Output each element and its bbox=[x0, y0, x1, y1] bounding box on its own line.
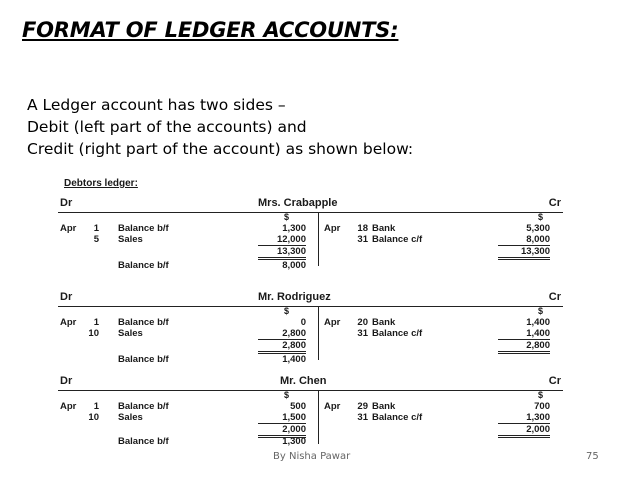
t-account-top-rule bbox=[58, 212, 563, 213]
carry-particulars: Balance b/f bbox=[118, 436, 169, 447]
entry-day: 20 bbox=[357, 317, 368, 328]
entry-amount: 5,300 bbox=[526, 223, 550, 234]
credit-side-label: Cr bbox=[548, 375, 561, 387]
entry-amount: 1,400 bbox=[498, 328, 550, 340]
entry-particulars: Sales bbox=[118, 328, 143, 339]
debit-side-label: Dr bbox=[60, 375, 73, 387]
entry-particulars: Bank bbox=[372, 317, 396, 328]
intro-line-3: Credit (right part of the account) as shown below: bbox=[27, 140, 414, 158]
debit-total: 13,300 bbox=[258, 246, 306, 260]
page-number: 75 bbox=[586, 451, 599, 462]
entry-day: 10 bbox=[88, 328, 99, 339]
credit-currency: $ bbox=[538, 212, 544, 222]
intro-text bbox=[27, 94, 413, 160]
carry-amount: 8,000 bbox=[282, 260, 306, 271]
entry-amount: 700 bbox=[534, 401, 550, 412]
entry-month: Apr bbox=[324, 223, 341, 234]
ledger-row bbox=[58, 223, 563, 234]
ledger-account bbox=[58, 286, 563, 380]
ledger-total-row bbox=[58, 424, 563, 435]
ledger-total-row bbox=[58, 246, 563, 257]
debit-total: 2,000 bbox=[258, 424, 306, 438]
entry-day: 1 bbox=[93, 401, 99, 412]
account-name: Mr. Rodriguez bbox=[258, 291, 331, 303]
entry-particulars: Balance b/f bbox=[118, 223, 169, 234]
credit-total: 2,000 bbox=[498, 424, 550, 438]
intro-line-1: A Ledger account has two sides – bbox=[27, 96, 286, 114]
credit-currency: $ bbox=[538, 306, 544, 316]
debit-currency: $ bbox=[284, 306, 290, 316]
entry-particulars: Balance b/f bbox=[118, 401, 169, 412]
entry-amount: 1,400 bbox=[526, 317, 550, 328]
ledger-account bbox=[58, 192, 563, 286]
credit-currency: $ bbox=[538, 390, 544, 400]
entry-amount: 1,300 bbox=[498, 412, 550, 424]
carry-particulars: Balance b/f bbox=[118, 354, 169, 365]
carry-amount: 1,400 bbox=[282, 354, 306, 365]
ledger-carry-row bbox=[58, 354, 563, 365]
entry-day: 10 bbox=[88, 412, 99, 423]
credit-side-label: Cr bbox=[548, 291, 561, 303]
entry-day: 1 bbox=[93, 317, 99, 328]
entry-day: 31 bbox=[357, 234, 368, 245]
entry-amount: 2,800 bbox=[258, 328, 306, 340]
entry-day: 31 bbox=[357, 328, 368, 339]
ledger-row bbox=[58, 317, 563, 328]
debit-side-label: Dr bbox=[60, 197, 73, 209]
entry-day: 29 bbox=[357, 401, 368, 412]
ledger-row bbox=[58, 401, 563, 412]
entry-day: 31 bbox=[357, 412, 368, 423]
t-account-top-rule bbox=[58, 306, 563, 307]
carry-particulars: Balance b/f bbox=[118, 260, 169, 271]
entry-day: 18 bbox=[357, 223, 368, 234]
ledger-carry-row bbox=[58, 260, 563, 271]
entry-month: Apr bbox=[324, 401, 341, 412]
entry-day: 5 bbox=[93, 234, 99, 245]
debit-currency: $ bbox=[284, 212, 290, 222]
credit-total: 2,800 bbox=[498, 340, 550, 354]
ledger-account bbox=[58, 370, 563, 464]
entry-month: Apr bbox=[324, 317, 341, 328]
debit-total: 2,800 bbox=[258, 340, 306, 354]
entry-month: Apr bbox=[60, 317, 77, 328]
ledger-total-row bbox=[58, 340, 563, 351]
entry-particulars: Balance c/f bbox=[372, 412, 423, 423]
slide-title: FORMAT OF LEDGER ACCOUNTS: bbox=[22, 18, 399, 42]
entry-particulars: Bank bbox=[372, 401, 396, 412]
entry-amount: 8,000 bbox=[498, 234, 550, 246]
entry-amount: 1,500 bbox=[258, 412, 306, 424]
entry-day: 1 bbox=[93, 223, 99, 234]
account-name: Mrs. Crabapple bbox=[258, 197, 338, 209]
entry-particulars: Bank bbox=[372, 223, 396, 234]
entry-amount: 0 bbox=[300, 317, 306, 328]
credit-side-label: Cr bbox=[548, 197, 561, 209]
entry-particulars: Sales bbox=[118, 234, 143, 245]
entry-particulars: Balance b/f bbox=[118, 317, 169, 328]
ledger-heading: Debtors ledger: bbox=[64, 178, 138, 189]
entry-month: Apr bbox=[60, 401, 77, 412]
footer-author: By Nisha Pawar bbox=[273, 451, 351, 462]
credit-total: 13,300 bbox=[498, 246, 550, 260]
entry-month: Apr bbox=[60, 223, 77, 234]
account-name: Mr. Chen bbox=[280, 375, 327, 387]
ledger-row bbox=[58, 412, 563, 423]
carry-amount: 1,300 bbox=[282, 436, 306, 447]
ledger-carry-row bbox=[58, 436, 563, 447]
entry-particulars: Sales bbox=[118, 412, 143, 423]
entry-particulars: Balance c/f bbox=[372, 328, 423, 339]
ledger-row bbox=[58, 234, 563, 245]
entry-amount: 1,300 bbox=[282, 223, 306, 234]
entry-amount: 12,000 bbox=[258, 234, 306, 246]
entry-amount: 500 bbox=[290, 401, 306, 412]
debit-side-label: Dr bbox=[60, 291, 73, 303]
t-account-top-rule bbox=[58, 390, 563, 391]
debit-currency: $ bbox=[284, 390, 290, 400]
entry-particulars: Balance c/f bbox=[372, 234, 423, 245]
ledger-row bbox=[58, 328, 563, 339]
intro-line-2: Debit (left part of the accounts) and bbox=[27, 118, 307, 136]
